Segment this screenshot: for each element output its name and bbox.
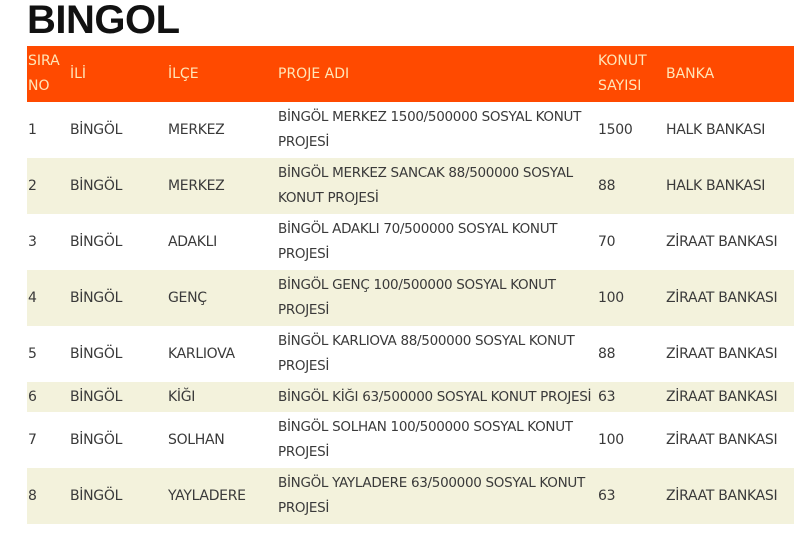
cell-ilce: KARLIOVA <box>168 345 235 362</box>
cell-banka: ZİRAAT BANKASI <box>666 388 778 405</box>
cell-banka: ZİRAAT BANKASI <box>666 431 778 448</box>
cell-ilce: ADAKLI <box>168 233 217 250</box>
cell-proje-line2: PROJESİ <box>278 500 330 516</box>
header-banka: BANKA <box>666 65 715 82</box>
cell-proje <box>277 468 597 524</box>
cell-il: BİNGÖL <box>70 289 123 306</box>
cell-proje-line1: BİNGÖL KARLIOVA 88/500000 SOSYAL KONUT <box>278 333 575 349</box>
table-header <box>27 46 794 102</box>
cell-ilce: KİĞI <box>168 388 196 405</box>
header-sira-no-line2: NO <box>28 78 50 94</box>
social-housing-table <box>27 46 794 524</box>
cell-konut: 1500 <box>598 121 633 138</box>
cell-proje-line2: PROJESİ <box>278 358 330 374</box>
cell-proje <box>277 326 597 382</box>
cell-il: BİNGÖL <box>70 233 123 250</box>
cell-proje <box>277 158 597 214</box>
table-row <box>27 214 794 270</box>
table-row <box>27 270 794 326</box>
cell-proje-line1: BİNGÖL MERKEZ SANCAK 88/500000 SOSYAL <box>278 165 573 181</box>
cell-konut: 63 <box>598 487 616 504</box>
header-konut-sayisi-line2: SAYISI <box>598 78 642 94</box>
cell-banka: ZİRAAT BANKASI <box>666 487 778 504</box>
cell-proje <box>277 382 597 412</box>
header-konut-sayisi-line1: KONUT <box>598 53 647 69</box>
cell-banka: ZİRAAT BANKASI <box>666 233 778 250</box>
cell-no: 4 <box>28 289 37 306</box>
cell-konut: 88 <box>598 345 616 362</box>
cell-ilce: MERKEZ <box>168 121 225 138</box>
cell-banka: ZİRAAT BANKASI <box>666 289 778 306</box>
cell-proje-line1: BİNGÖL ADAKLI 70/500000 SOSYAL KONUT <box>278 221 558 237</box>
cell-proje-line1: BİNGÖL MERKEZ 1500/500000 SOSYAL KONUT <box>278 109 582 125</box>
cell-konut: 100 <box>598 431 624 448</box>
table-row <box>27 382 794 412</box>
header-row <box>27 46 794 102</box>
cell-konut: 88 <box>598 177 616 194</box>
table-row <box>27 158 794 214</box>
table-row <box>27 326 794 382</box>
cell-il: BİNGÖL <box>70 177 123 194</box>
table-row <box>27 102 794 158</box>
table-row <box>27 468 794 524</box>
cell-no: 1 <box>28 121 37 138</box>
cell-banka: HALK BANKASI <box>666 177 766 194</box>
cell-proje-line1: BİNGÖL KİĞI 63/500000 SOSYAL KONUT PROJESİ <box>278 388 592 405</box>
table-body <box>27 102 794 524</box>
header-sira-no-line1: SIRA <box>28 53 60 69</box>
cell-no: 2 <box>28 177 37 194</box>
cell-ilce: MERKEZ <box>168 177 225 194</box>
cell-proje <box>277 270 597 326</box>
header-konut-sayisi <box>597 46 665 102</box>
cell-banka: ZİRAAT BANKASI <box>666 345 778 362</box>
cell-proje-line2: KONUT PROJESİ <box>278 190 379 206</box>
cell-proje <box>277 412 597 468</box>
cell-no: 5 <box>28 345 37 362</box>
cell-proje-line2: PROJESİ <box>278 302 330 318</box>
cell-il: BİNGÖL <box>70 431 123 448</box>
cell-proje-line2: PROJESİ <box>278 246 330 262</box>
cell-proje <box>277 214 597 270</box>
cell-il: BİNGÖL <box>70 121 123 138</box>
cell-il: BİNGÖL <box>70 487 123 504</box>
cell-konut: 100 <box>598 289 624 306</box>
cell-banka: HALK BANKASI <box>666 121 766 138</box>
table-row <box>27 412 794 468</box>
cell-proje-line1: BİNGÖL YAYLADERE 63/500000 SOSYAL KONUT <box>278 475 585 491</box>
cell-ilce: SOLHAN <box>168 431 225 448</box>
cell-ilce: GENÇ <box>168 289 207 306</box>
cell-no: 8 <box>28 487 37 504</box>
cell-proje <box>277 102 597 158</box>
cell-no: 6 <box>28 388 37 405</box>
cell-proje-line2: PROJESİ <box>278 444 330 460</box>
header-proje-adi: PROJE ADI <box>278 65 350 82</box>
cell-no: 3 <box>28 233 37 250</box>
page-title: BINGOL <box>27 0 180 42</box>
header-ili: İLİ <box>70 65 87 82</box>
cell-ilce: YAYLADERE <box>168 487 246 504</box>
header-sira-no <box>27 46 69 102</box>
header-ilce: İLÇE <box>168 65 199 82</box>
cell-proje-line1: BİNGÖL SOLHAN 100/500000 SOSYAL KONUT <box>278 419 573 435</box>
cell-no: 7 <box>28 431 37 448</box>
cell-proje-line2: PROJESİ <box>278 134 330 150</box>
cell-proje-line1: BİNGÖL GENÇ 100/500000 SOSYAL KONUT <box>278 277 556 293</box>
cell-konut: 63 <box>598 388 616 405</box>
cell-konut: 70 <box>598 233 616 250</box>
cell-il: BİNGÖL <box>70 388 123 405</box>
cell-il: BİNGÖL <box>70 345 123 362</box>
